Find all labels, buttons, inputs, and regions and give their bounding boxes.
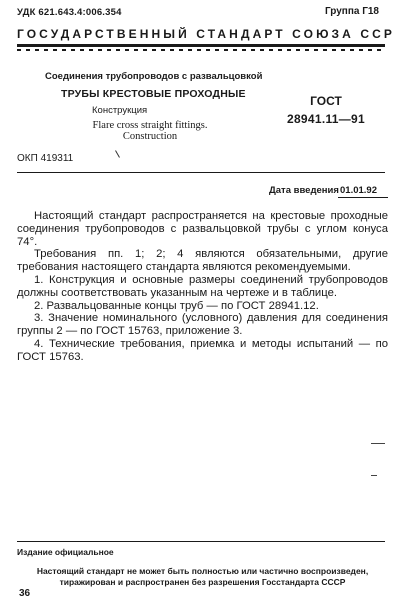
document-name-en	[70, 120, 230, 142]
header-rule	[17, 44, 385, 47]
effective-date-underline	[338, 197, 388, 198]
document-name-en-line2: Construction	[122, 131, 178, 142]
page-number: 36	[19, 588, 31, 599]
okp-code: ОКП 419311	[17, 153, 74, 164]
gost-label: ГОСТ	[310, 94, 342, 108]
udk-code: УДК 621.643.4:006.354	[17, 7, 122, 18]
standard-title: ГОСУДАРСТВЕННЫЙ СТАНДАРТ СОЮЗА ССР	[17, 27, 395, 41]
document-body	[17, 210, 388, 364]
document-subtitle-ru: Конструкция	[92, 105, 148, 116]
effective-date-value: 01.01.92	[340, 185, 377, 196]
body-paragraph: 4. Технические требования, приемка и методы испытаний — по ГОСТ 15763.	[17, 337, 388, 363]
copyright-notice	[17, 566, 388, 587]
body-paragraph: Требования пп. 1; 2; 4 являются обязательными, другие требования настоящего стандарта являются рекомендуемыми.	[17, 248, 388, 274]
document-subject: Соединения трубопроводов с развальцовкой	[45, 71, 263, 82]
body-paragraph: 2. Развальцованные концы труб — по ГОСТ 28941.12.	[34, 299, 319, 312]
header-dotted-rule	[17, 49, 385, 51]
document-name-ru: ТРУБЫ КРЕСТОВЫЕ ПРОХОДНЫЕ	[61, 88, 246, 100]
margin-dash	[371, 443, 385, 444]
document-name-en-line1: Flare cross straight fittings.	[92, 120, 208, 131]
title-rule	[17, 172, 385, 173]
margin-dash	[371, 475, 377, 476]
gost-number: 28941.11—91	[286, 112, 366, 126]
effective-date-label: Дата введения	[269, 185, 339, 196]
official-edition-label: Издание официальное	[17, 547, 114, 557]
body-paragraph: 3. Значение номинального (условного) давления для соединения группы 2 — по ГОСТ 15763, приложение 3.	[17, 312, 388, 338]
body-paragraph: Настоящий стандарт распространяется на крестовые проходные соединения трубопроводов с развальцовкой трубы с углом конуса 74°.	[17, 210, 388, 248]
body-paragraph: 1. Конструкция и основные размеры соединений трубопроводов должны соответствовать указанным на чертеже и в таблице.	[17, 273, 388, 299]
copyright-line: тиражирован и распространен без разрешения Госстандарта СССР	[59, 576, 346, 587]
footer-rule	[17, 541, 385, 542]
group-code: Группа Г18	[324, 6, 379, 17]
stray-mark	[115, 150, 120, 157]
copyright-line: Настоящий стандарт не может быть полностью или частично воспроизведен,	[36, 566, 369, 576]
